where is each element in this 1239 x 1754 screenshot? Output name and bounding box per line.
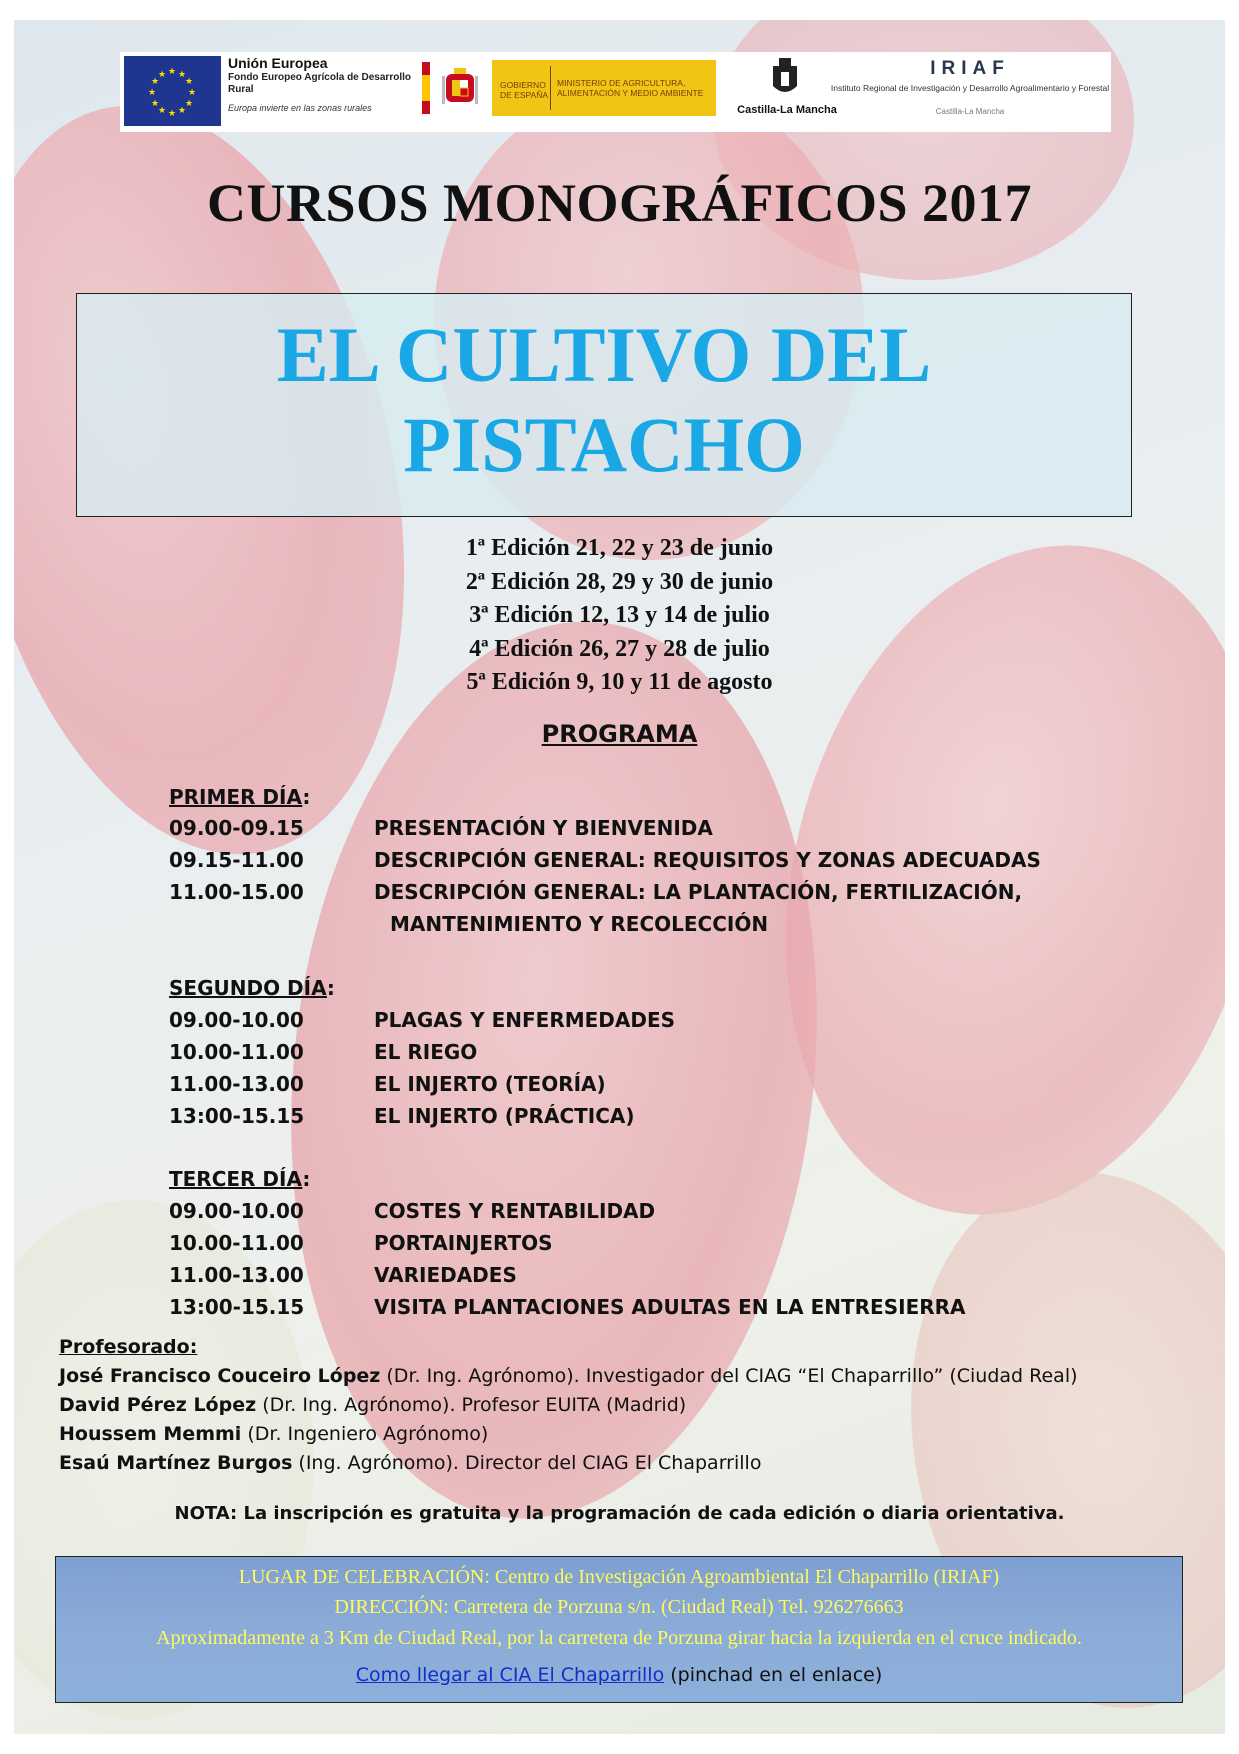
svg-text:★: ★ <box>147 88 157 98</box>
session-topic: DESCRIPCIÓN GENERAL: REQUISITOS Y ZONAS ADECUADAS <box>374 848 1041 872</box>
eu-flag-logo <box>124 56 221 126</box>
schedule-row <box>169 848 1041 872</box>
teacher-name: Houssem Memmi <box>59 1423 242 1445</box>
session-time: 11.00-15.00 <box>169 880 304 904</box>
teacher-detail: (Dr. Ing. Agrónomo). Investigador del CIAG “El Chaparrillo” (Ciudad Real) <box>380 1365 1078 1387</box>
session-time: 10.00-11.00 <box>169 1040 304 1064</box>
svg-text:★: ★ <box>184 99 194 109</box>
session-topic: EL INJERTO (PRÁCTICA) <box>374 1104 635 1128</box>
note-text: NOTA: La inscripción es gratuita y la programación de cada edición o diaria orientativa. <box>174 1503 1065 1524</box>
eu-motto: Europa invierte en las zonas rurales <box>228 103 372 113</box>
svg-text:★: ★ <box>184 77 194 87</box>
schedule-row <box>169 1295 966 1319</box>
eu-logo-text <box>228 54 423 116</box>
teacher-item <box>59 1394 686 1416</box>
castilla-la-mancha-shield-icon <box>770 56 800 100</box>
session-topic: PORTAINJERTOS <box>374 1231 553 1255</box>
coat-of-arms-icon <box>442 68 478 108</box>
day-label-primer: PRIMER DÍA: <box>169 785 311 809</box>
session-time: 10.00-11.00 <box>169 1231 304 1255</box>
edition-item: 3ª Edición 12, 13 y 14 de julio <box>469 602 770 628</box>
schedule-row <box>169 1231 553 1255</box>
teacher-detail: (Dr. Ing. Agrónomo). Profesor EUITA (Madrid) <box>256 1394 687 1416</box>
teacher-detail: (Dr. Ingeniero Agrónomo) <box>241 1423 489 1445</box>
castilla-la-mancha-name: Castilla-La Mancha <box>737 104 837 116</box>
iriaf-logo: IRIAF <box>930 58 1010 79</box>
schedule-row <box>169 1072 606 1096</box>
venue-directions: Aproximadamente a 3 Km de Ciudad Real, por la carretera de Porzuna girar hacia la izquierda en el cruce indicado. <box>156 1627 1082 1649</box>
svg-text:★: ★ <box>187 88 197 98</box>
programa-heading: PROGRAMA <box>541 720 698 748</box>
day-label-segundo: SEGUNDO DÍA: <box>169 976 335 1000</box>
course-title-line-2: PISTACHO <box>403 401 805 488</box>
teacher-item <box>59 1365 1078 1387</box>
session-topic: DESCRIPCIÓN GENERAL: LA PLANTACIÓN, FERTILIZACIÓN, <box>374 880 1023 904</box>
course-title-box <box>76 293 1132 517</box>
teacher-name: José Francisco Couceiro López <box>59 1365 381 1387</box>
teacher-item <box>59 1423 488 1445</box>
svg-text:★: ★ <box>150 77 160 87</box>
session-topic: VISITA PLANTACIONES ADULTAS EN LA ENTRESIERRA <box>374 1295 966 1319</box>
session-time: 11.00-13.00 <box>169 1263 304 1287</box>
editions-list <box>14 532 1225 700</box>
schedule-row <box>169 1008 675 1032</box>
svg-text:★: ★ <box>157 106 167 116</box>
schedule-row <box>169 1199 655 1223</box>
page-title: CURSOS MONOGRÁFICOS 2017 <box>206 173 1033 233</box>
session-time: 09.15-11.00 <box>169 848 304 872</box>
spain-flag-icon <box>422 62 430 114</box>
directions-link[interactable]: Como llegar al CIA El Chaparrillo <box>355 1664 665 1686</box>
teacher-name: Esaú Martínez Burgos <box>59 1452 293 1474</box>
ministerio-label: MINISTERIO DE AGRICULTURA, ALIMENTACIÓN Y MEDIO AMBIENTE <box>557 78 704 98</box>
edition-item: 1ª Edición 21, 22 y 23 de junio <box>465 535 774 561</box>
session-topic: PLAGAS Y ENFERMEDADES <box>374 1008 676 1032</box>
day-label-text: TERCER DÍA <box>169 1167 303 1191</box>
edition-item: 4ª Edición 26, 27 y 28 de julio <box>469 635 770 662</box>
svg-text:★: ★ <box>177 106 187 116</box>
session-topic: COSTES Y RENTABILIDAD <box>374 1199 656 1223</box>
session-time: 09.00-10.00 <box>169 1008 304 1032</box>
gobierno-divider <box>550 66 551 110</box>
svg-text:★: ★ <box>167 109 177 118</box>
svg-text:★: ★ <box>167 67 177 77</box>
svg-text:★: ★ <box>177 70 187 80</box>
session-time: 09.00-10.00 <box>169 1199 304 1223</box>
day-label-text: PRIMER DÍA <box>169 785 303 809</box>
gobierno-shield <box>422 60 492 116</box>
gobierno-label: GOBIERNO DE ESPAÑA <box>500 80 549 100</box>
course-title-line-1: EL CULTIVO DEL <box>276 311 932 398</box>
schedule-row <box>169 1263 517 1287</box>
session-time: 13:00-15.15 <box>169 1104 305 1128</box>
teacher-name: David Pérez López <box>59 1394 257 1416</box>
gobierno-logo <box>422 60 716 116</box>
schedule-row <box>169 816 713 840</box>
sponsor-logos <box>120 52 1111 132</box>
svg-text:★: ★ <box>150 99 160 109</box>
eu-stars-icon <box>146 66 198 118</box>
venue-info-box <box>55 1556 1183 1703</box>
eu-title: Unión Europea <box>228 55 328 71</box>
teacher-detail: (Ing. Agrónomo). Director del CIAG El Chaparrillo <box>292 1452 762 1474</box>
venue-link-line <box>56 1660 1182 1690</box>
teacher-item <box>59 1452 761 1474</box>
session-time: 11.00-13.00 <box>169 1072 304 1096</box>
session-topic: EL RIEGO <box>374 1040 478 1064</box>
venue-address: DIRECCIÓN: Carretera de Porzuna s/n. (Ciudad Real) Tel. 926276663 <box>334 1596 904 1618</box>
venue-location: LUGAR DE CELEBRACIÓN: Centro de Investigación Agroambiental El Chaparrillo (IRIAF) <box>238 1566 1000 1588</box>
session-topic-continuation: MANTENIMIENTO Y RECOLECCIÓN <box>390 912 769 936</box>
day-label-tercer: TERCER DÍA: <box>169 1167 311 1191</box>
session-topic: EL INJERTO (TEORÍA) <box>374 1072 606 1096</box>
edition-item: 2ª Edición 28, 29 y 30 de junio <box>465 568 774 595</box>
iriaf-fullname: Instituto Regional de Investigación y Desarrollo Agroalimentario y Forestal <box>830 83 1110 93</box>
session-time: 13:00-15.15 <box>169 1295 305 1319</box>
session-topic: PRESENTACIÓN Y BIENVENIDA <box>374 816 713 840</box>
eu-fund: Fondo Europeo Agrícola de Desarrollo Rural <box>228 72 411 95</box>
poster <box>14 20 1225 1734</box>
iriaf-region: Castilla-La Mancha <box>935 107 1005 116</box>
svg-text:★: ★ <box>157 70 167 80</box>
schedule-row <box>169 1104 635 1128</box>
schedule-row <box>169 880 1022 904</box>
profesorado-heading: Profesorado: <box>59 1336 198 1358</box>
day-label-text: SEGUNDO DÍA <box>169 976 327 1000</box>
session-time: 09.00-09.15 <box>169 816 304 840</box>
session-topic: VARIEDADES <box>374 1263 517 1287</box>
edition-item: 5ª Edición 9, 10 y 11 de agosto <box>466 669 773 695</box>
schedule-row <box>169 1040 477 1064</box>
directions-link-note: (pinchad en el enlace) <box>664 1664 883 1686</box>
